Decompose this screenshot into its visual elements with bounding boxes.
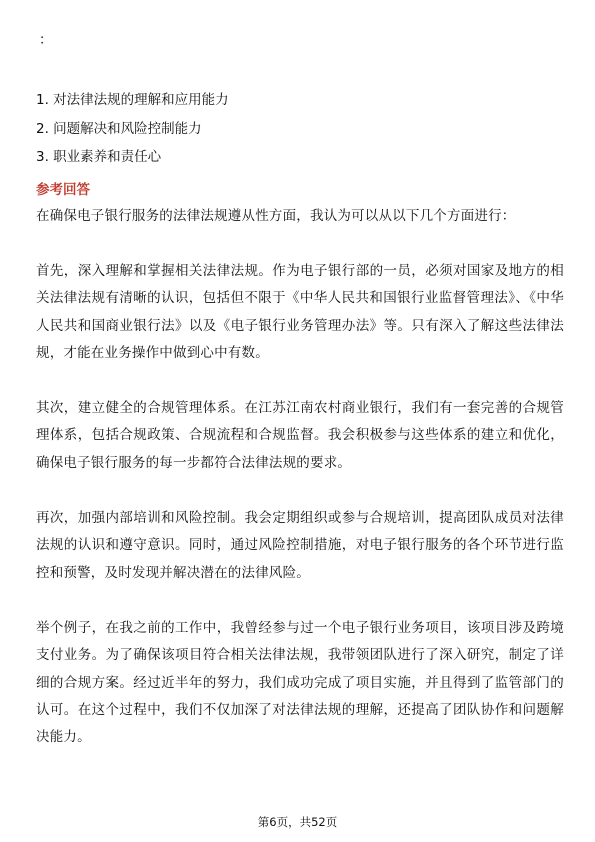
paragraph-example: 举个例子，在我之前的工作中，我曾经参与过一个电子银行业务项目，该项目涉及跨境支付业务。为了确保该项目符合相关法律法规，我带领团队进行了深入研究，制定了详细的合规方案。经过近半年的努力，我们成功完成了项目实施，并且得到了监管部门的认可。在这个过程中，我们不仅加深了对法律法规的理解，还提高了团队协作和问题解决能力。	[36, 620, 564, 746]
list-item-3: 3. 职业素养和责任心	[36, 149, 162, 165]
list-item-2: 2. 问题解决和风险控制能力	[36, 121, 202, 137]
paragraph-intro: 在确保电子银行服务的法律法规遵从性方面，我认为可以从以下几个方面进行：	[36, 208, 516, 224]
paragraph-third: 再次，加强内部培训和风险控制。我会定期组织或参与合规培训，提高团队成员对法律法规的认识和遵守意识。同时，通过风险控制措施，对电子银行服务的各个环节进行监控和预警，及时发现并解决潜在的法律风险。	[36, 510, 564, 581]
list-item-1: 1. 对法律法规的理解和应用能力	[36, 92, 229, 108]
page-number-footer: 第6页，共52页	[257, 815, 338, 829]
answer-heading: 参考回答	[36, 182, 90, 198]
paragraph-first: 首先，深入理解和掌握相关法律法规。作为电子银行部的一员，必须对国家及地方的相关法律法规有清晰的认识，包括但不限于《中华人民共和国银行业监督管理法》、《中华人民共和国商业银行法》以及《电子银行业务管理办法》等。只有深入了解这些法律法规，才能在业务操作中做到心中有数。	[36, 263, 564, 361]
paragraph-second: 其次，建立健全的合规管理体系。在江苏江南农村商业银行，我们有一套完善的合规管理体系，包括合规政策、合规流程和合规监督。我会积极参与这些体系的建立和优化，确保电子银行服务的每一步都符合法律法规的要求。	[36, 400, 564, 471]
intro-colon: ：	[39, 32, 53, 48]
